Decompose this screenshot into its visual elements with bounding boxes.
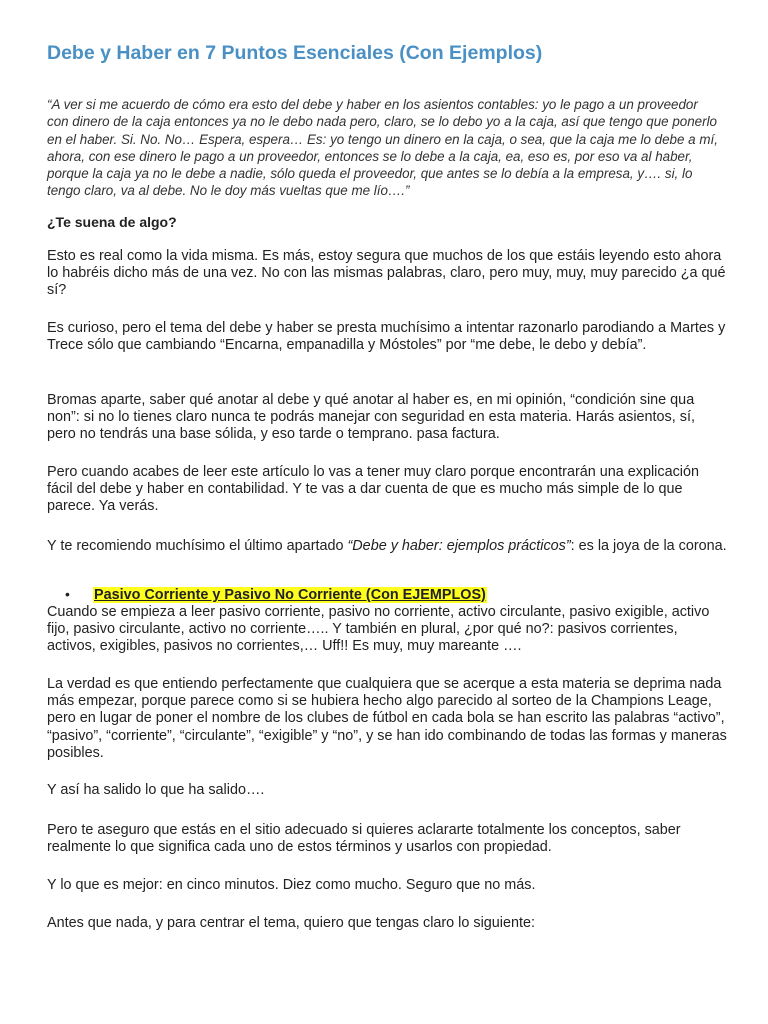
paragraph-10: Y lo que es mejor: en cinco minutos. Diez como mucho. Seguro que no más. bbox=[47, 877, 536, 893]
paragraph-9: Pero te aseguro que estás en el sitio adecuado si quieres aclararte totalmente los conceptos, saber realmente lo que significa cada uno de estos términos y usarlos con propiedad. bbox=[47, 822, 681, 856]
paragraph-11: Antes que nada, y para centrar el tema, quiero que tengas claro lo siguiente: bbox=[47, 915, 535, 931]
paragraph-8: Y así ha salido lo que ha salido…. bbox=[47, 782, 265, 798]
paragraph-5-text-end: : es la joya de la corona. bbox=[570, 538, 727, 554]
paragraph-1: Esto es real como la vida misma. Es más, estoy segura que muchos de los que estáis leyendo esto ahora lo habréis dicho más de una vez. No con las mismas palabras, claro, pero muy, muy, muy parecido ¿a qué sí? bbox=[47, 248, 726, 299]
intro-quote: “A ver si me acuerdo de cómo era esto del debe y haber en los asientos contables: yo le pago a un proveedor con dinero de la caja entonces ya no le debo nada pero, claro, se lo debo yo a la caja, así que tengo que ponerlo en el haber. Si. No. No… Espera, espera… Es: yo tengo un dinero en la caja, o sea, que la caja me lo debe a mí, ahora, con ese dinero le pago a un proveedor, entonces se lo debe a la caja, ea, eso es, por eso va al haber, porque la caja ya no le debe a nadie, sólo queda el proveedor, que antes se lo debía a la empresa, y…. si, lo tengo claro, va al debe. No le doy más vueltas que me lío….” bbox=[47, 97, 718, 199]
article-title: Debe y Haber en 7 Puntos Esenciales (Con Ejemplos) bbox=[47, 42, 543, 64]
bullet-mark: • bbox=[65, 586, 70, 602]
recommended-section-title: “Debe y haber: ejemplos prácticos” bbox=[347, 538, 571, 554]
paragraph-6: Cuando se empieza a leer pasivo corriente, pasivo no corriente, activo circulante, pasivo exigible, activo fijo, pasivo circulante, activo no corriente….. Y también en plural, ¿por qué no?: pasivos corrientes, activos, exigibles, pasivos no corrientes,… Uff!! Es muy, muy mareante …. bbox=[47, 604, 710, 655]
section-heading-highlight: Pasivo Corriente y Pasivo No Corriente (Con EJEMPLOS) bbox=[94, 587, 486, 603]
section-bullet bbox=[65, 586, 487, 604]
paragraph-5-text-start: Y te recomiendo muchísimo el último apartado bbox=[47, 538, 348, 554]
paragraph-4: Pero cuando acabes de leer este artículo lo vas a tener muy claro porque encontrarán una explicación fácil del debe y haber en contabilidad. Y te vas a dar cuenta de que es mucho más simple de lo que parece. Ya verás. bbox=[47, 464, 699, 515]
paragraph-3: Bromas aparte, saber qué anotar al debe y qué anotar al haber es, en mi opinión, “condición sine qua non”: si no lo tienes claro nunca te podrás manejar con seguridad en esta materia. Harás asientos, sí, pero no tendrás una base sólida, y eso tarde o temprano. pasa factura. bbox=[47, 392, 695, 443]
paragraph-2: Es curioso, pero el tema del debe y haber se presta muchísimo a intentar razonarlo parodiando a Martes y Trece sólo que cambiando “Encarna, empanadilla y Móstoles” por “me debe, le debo y debía”. bbox=[47, 320, 726, 354]
paragraph-5 bbox=[47, 538, 727, 555]
subheading: ¿Te suena de algo? bbox=[47, 214, 177, 230]
paragraph-7: La verdad es que entiendo perfectamente que cualquiera que se acerque a esta materia se deprima nada más empezar, porque parece como si se hubiera hecho algo parecido al sorteo de la Champions Leage, pero en lugar de poner el nombre de los clubes de fútbol en cada bola se han escrito las palabras “activo”, “pasivo”, “corriente”, “circulante”, “exigible” y “no”, y se han ido combinando de todas las formas y maneras posibles. bbox=[47, 676, 727, 761]
